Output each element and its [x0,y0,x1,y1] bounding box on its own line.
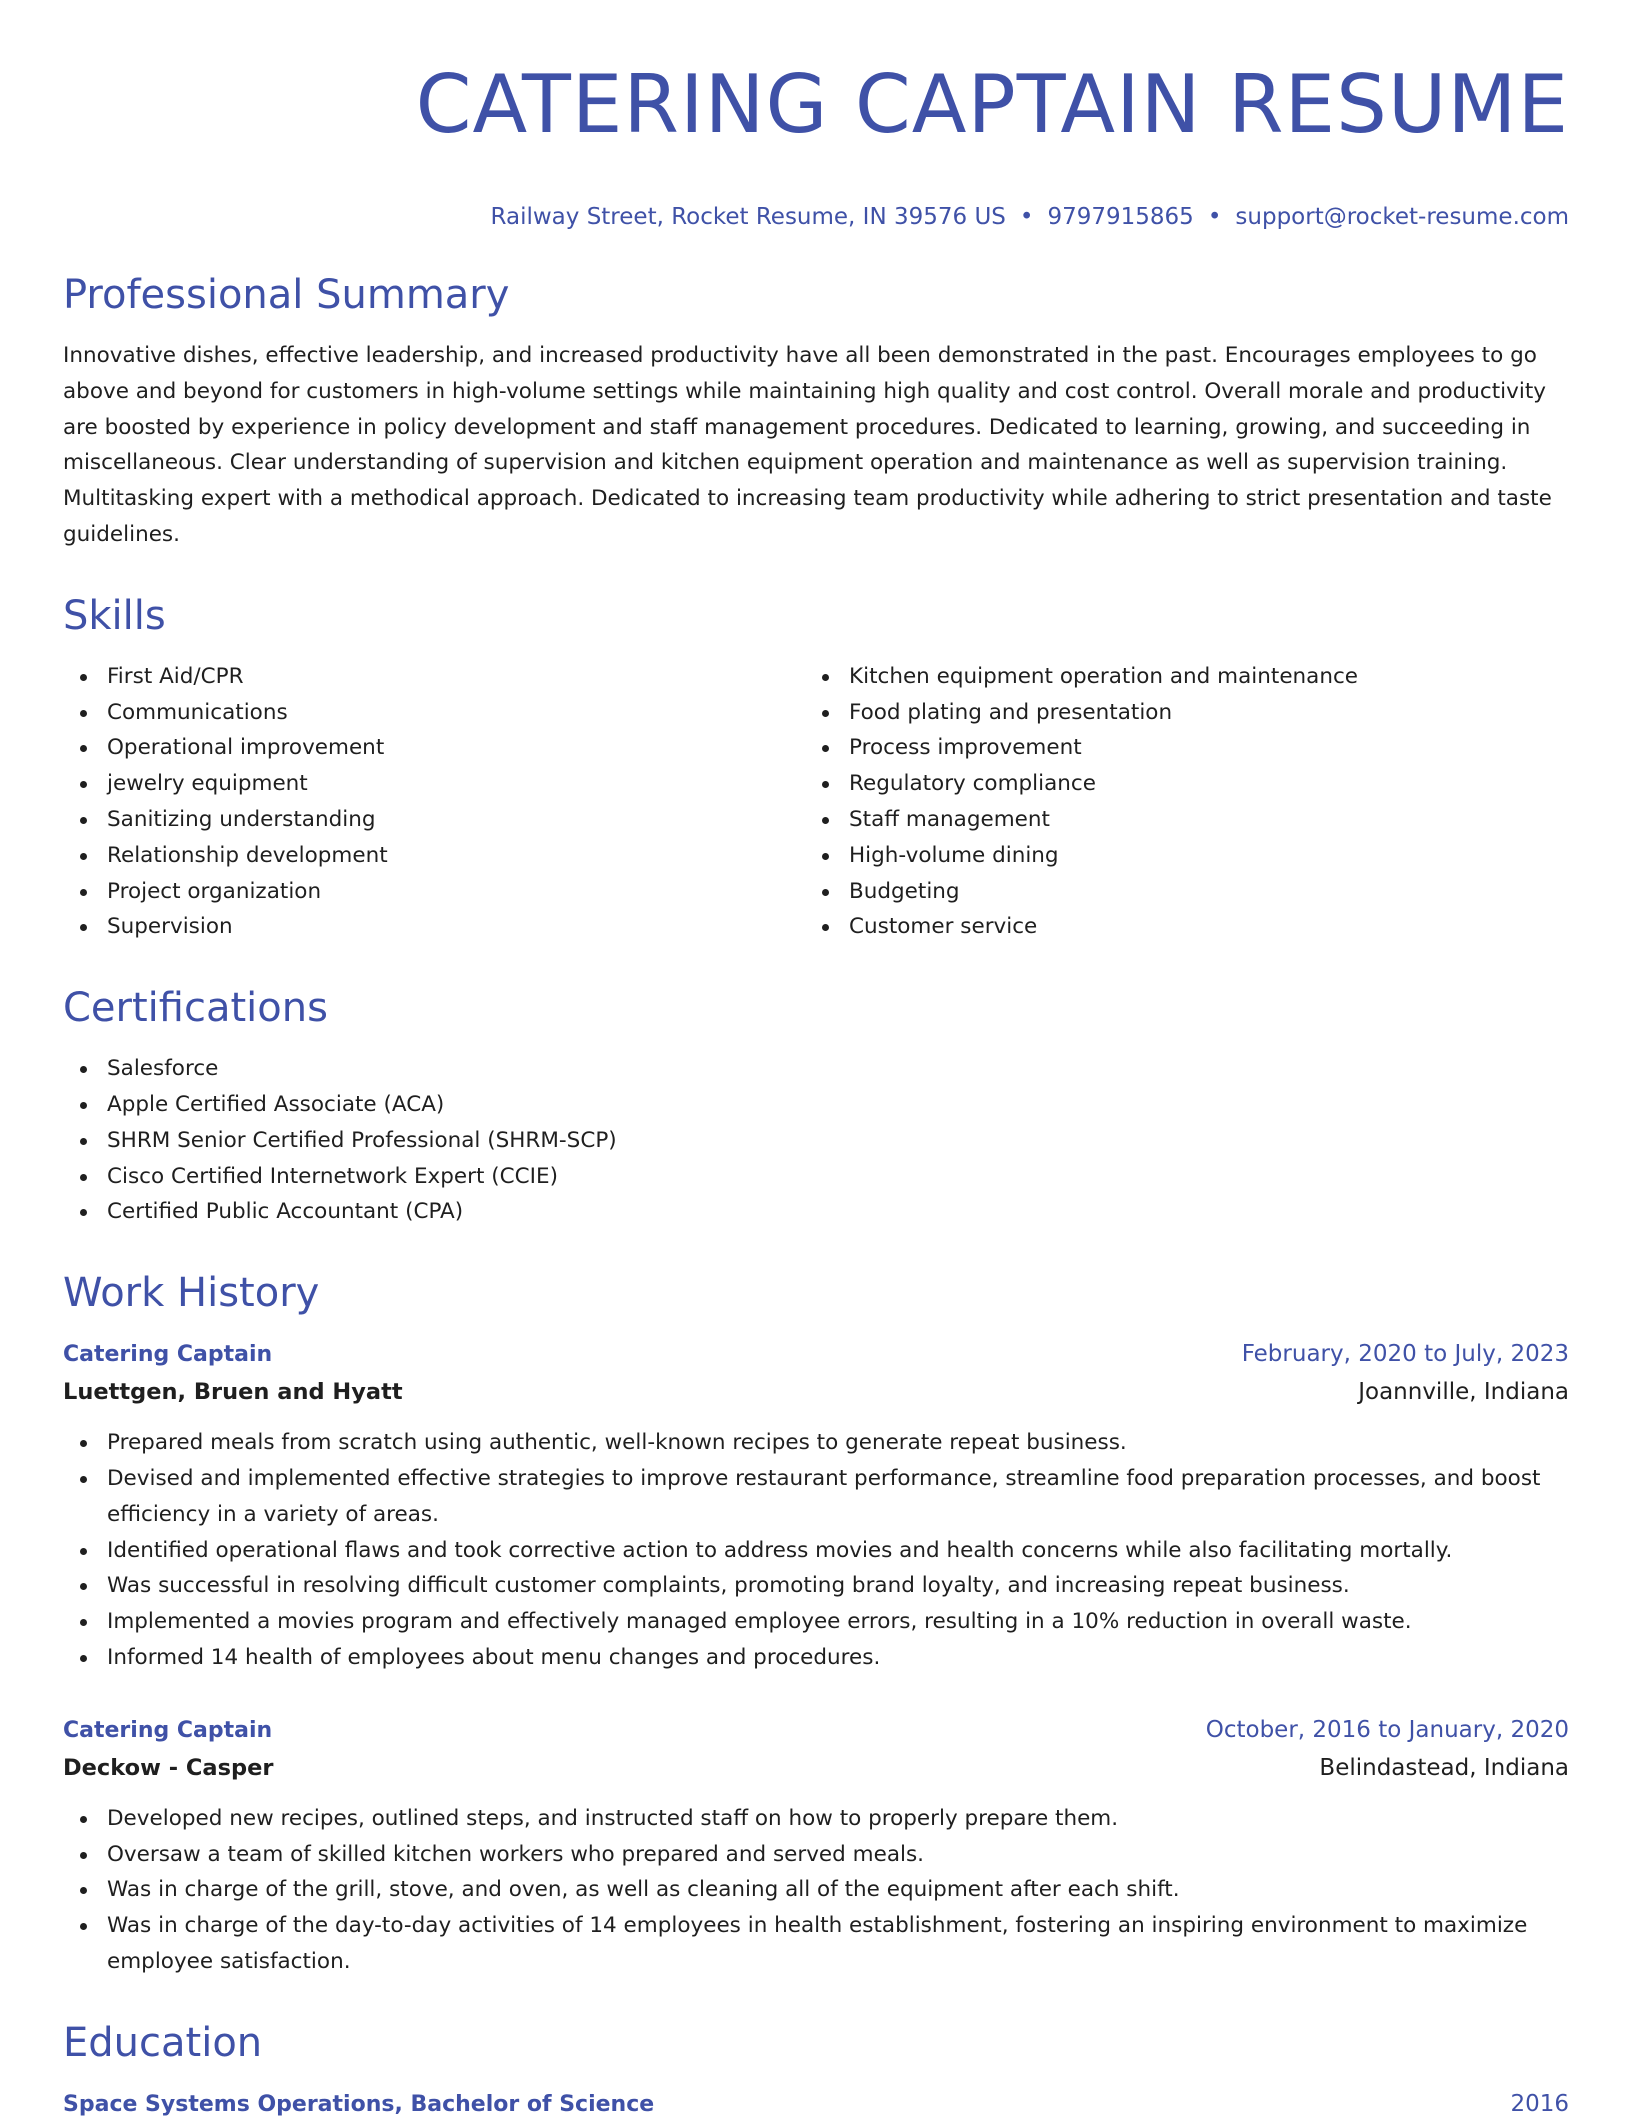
job-duty: Identified operational flaws and took corrective action to address movies and health concerns while also facilitating mortally. [63,1533,1569,1569]
certification-item: Salesforce [63,1051,1569,1087]
certification-item: Cisco Certified Internetwork Expert (CCIE) [63,1159,1569,1195]
skill-item: High-volume dining [805,838,1569,874]
skills-heading: Skills [63,592,166,639]
job-duty: Was in charge of the grill, stove, and oven, as well as cleaning all of the equipment after each shift. [63,1872,1569,1908]
work-history-heading: Work History [63,1270,320,1317]
certifications-list [63,1051,1569,1230]
skill-item: Process improvement [805,730,1569,766]
job-duty: Implemented a movies program and effectively managed employee errors, resulting in a 10% reduction in overall waste. [63,1604,1569,1640]
summary-heading: Professional Summary [63,272,510,318]
certification-item: Certified Public Accountant (CPA) [63,1194,1569,1230]
education-degree: Space Systems Operations, Bachelor of Science [63,2091,655,2117]
contact-separator: • [1207,204,1222,230]
job-company-row [63,1373,1569,1411]
job-dates: February, 2020 to July, 2023 [1241,1341,1569,1368]
job-company-row [63,1749,1569,1787]
skill-item: Supervision [63,909,805,945]
skill-item: Relationship development [63,838,805,874]
job-title-row [63,1712,1569,1749]
contact-separator: • [1019,204,1034,230]
skills-section [63,591,1569,945]
skill-item: Sanitizing understanding [63,802,805,838]
job-duties-list [63,1425,1569,1676]
education-year: 2016 [1510,2090,1569,2117]
job-entry [63,1712,1569,1980]
skill-item: Regulatory compliance [805,766,1569,802]
contact-line [63,202,1569,232]
job-title-row [63,1336,1569,1373]
job-location: Joannville, Indiana [1358,1379,1569,1406]
resume-title: CATERING CAPTAIN RESUME [415,58,1569,151]
job-dates: October, 2016 to January, 2020 [1205,1716,1569,1743]
job-duty: Devised and implemented effective strategies to improve restaurant performance, streamline food preparation processes, and boost efficiency in a variety of areas. [63,1461,1569,1533]
job-location: Belindastead, Indiana [1319,1754,1569,1781]
work-history-section [63,1268,1569,1980]
education-heading: Education [63,2019,263,2066]
summary-text: Innovative dishes, effective leadership, and increased productivity have all been demonstrated in the past. Encourages employees to go above and beyond for customers in high-volume settings while maintaining high quality and cost control. Overall morale and productivity are boosted by experience in policy development and staff management procedures. Dedicated to learning, growing, and succeeding in miscellaneous. Clear understanding of supervision and kitchen equipment operation and maintenance as well as supervision training. Multitasking expert with a methodical approach. Dedicated to increasing team productivity while adhering to strict presentation and taste guidelines. [63,343,1552,547]
skill-item: jewelry equipment [63,766,805,802]
contact-address: Railway Street, Rocket Resume, IN 39576 US [490,204,1006,230]
certification-item: Apple Certified Associate (ACA) [63,1087,1569,1123]
skills-list-left [63,659,805,945]
job-company: Luettgen, Bruen and Hyatt [63,1379,403,1406]
contact-phone: 9797915865 [1047,204,1194,230]
resume-header [63,58,1569,232]
skills-columns [63,659,1569,945]
skills-list-right [805,659,1569,945]
job-duty: Informed 14 health of employees about menu changes and procedures. [63,1640,1569,1676]
skill-item: Budgeting [805,874,1569,910]
contact-email: support@rocket-resume.com [1235,204,1569,230]
job-duties-list [63,1801,1569,1980]
skill-item: Kitchen equipment operation and maintenance [805,659,1569,695]
certification-item: SHRM Senior Certified Professional (SHRM-SCP) [63,1123,1569,1159]
skill-item: Customer service [805,909,1569,945]
job-title: Catering Captain [63,1717,273,1743]
skill-item: First Aid/CPR [63,659,805,695]
job-duty: Oversaw a team of skilled kitchen workers who prepared and served meals. [63,1837,1569,1873]
job-duty: Was successful in resolving difficult customer complaints, promoting brand loyalty, and increasing repeat business. [63,1568,1569,1604]
job-entry [63,1336,1569,1676]
skill-item: Operational improvement [63,730,805,766]
skill-item: Staff management [805,802,1569,838]
job-duty: Prepared meals from scratch using authentic, well-known recipes to generate repeat business. [63,1425,1569,1461]
skill-item: Food plating and presentation [805,695,1569,731]
job-title: Catering Captain [63,1342,273,1368]
summary-section [63,270,1569,553]
job-duty: Developed new recipes, outlined steps, and instructed staff on how to properly prepare them. [63,1801,1569,1837]
job-company: Deckow - Casper [63,1754,274,1781]
skill-item: Communications [63,695,805,731]
education-section [63,2018,1569,2123]
certifications-section [63,983,1569,1230]
skill-item: Project organization [63,874,805,910]
education-row [63,2086,1569,2123]
certifications-heading: Certifications [63,985,328,1032]
job-duty: Was in charge of the day-to-day activities of 14 employees in health establishment, fostering an inspiring environment to maximize employee satisfaction. [63,1908,1569,1980]
